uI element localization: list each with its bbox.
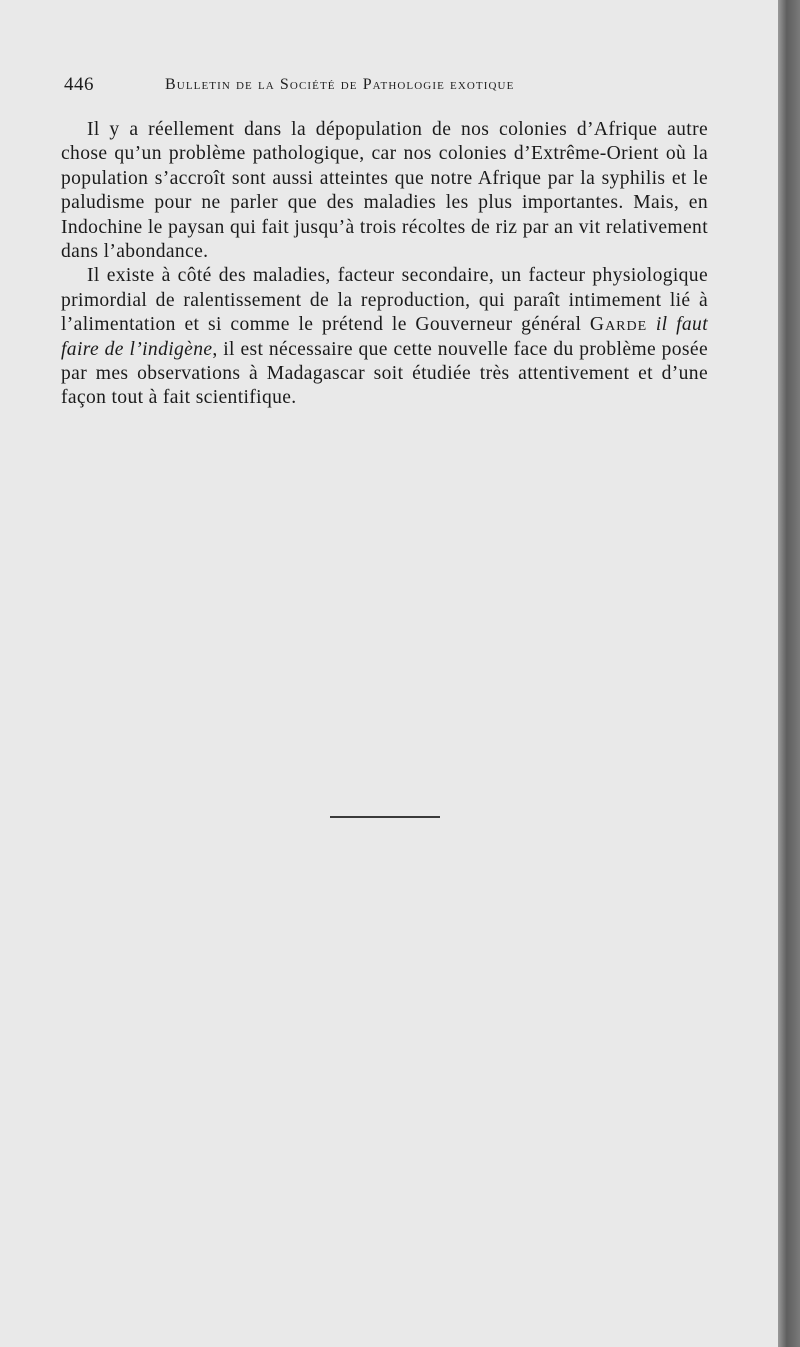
section-end-rule — [330, 816, 440, 818]
italic-quote: il faut faire de l’indigène — [61, 314, 708, 360]
page-number: 446 — [64, 74, 94, 95]
author-name: Garde — [589, 314, 648, 336]
journal-title: Bulletin de la Société de Pathologie exotique — [165, 76, 515, 93]
scan-edge-shadow — [778, 0, 800, 1347]
running-head — [64, 74, 710, 102]
paragraph-2 — [61, 264, 708, 410]
paragraph-1: Il y a réellement dans la dépopulation de nos colonies d’Afrique autre chose qu’un problème pathologique, car nos colonies d’Extrême-Orient où la population s’accroît sont aussi atteintes que notre Afrique par la syphilis et le paludisme pour ne parler que des maladies les plus importantes. Mais, en Indochine le paysan qui fait jusqu’à trois récoltes de riz par an vit relativement dans l’abondance. — [61, 119, 708, 263]
article-body — [61, 118, 708, 411]
paragraph-2-text-before: Il existe à côté des maladies, facteur secondaire, un facteur physiologique primordial de ralentissement de la reproduction, qui paraît intimement lié à l’alimentation et si comme le prétend le Gouverneur général — [61, 265, 708, 336]
paragraph-2-text-after: , il est nécessaire que cette nouvelle face du problème posée par mes observations à Madagascar soit étudiée très attentivement et d’une façon tout à fait scientifique. — [61, 338, 708, 409]
